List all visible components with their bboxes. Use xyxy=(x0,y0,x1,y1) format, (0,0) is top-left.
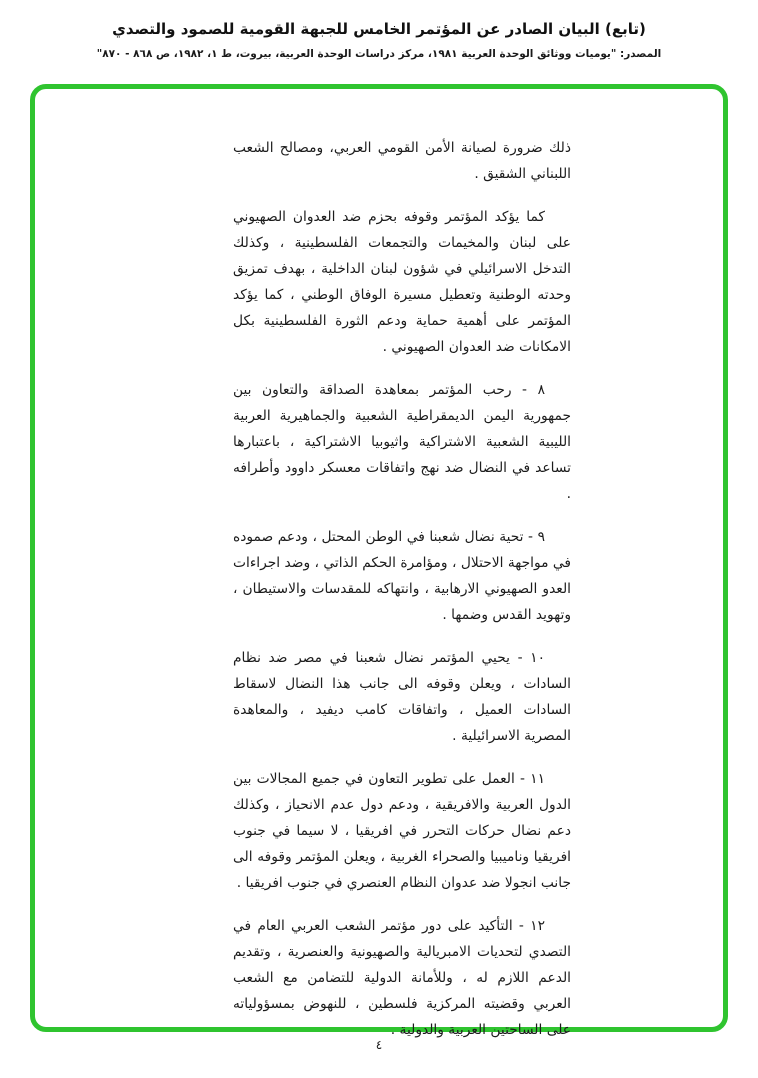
body-text xyxy=(233,135,571,1060)
paragraph: ١٢ - التأكيد على دور مؤتمر الشعب العربي العام في التصدي لتحديات الامبريالية والصهيونية والعنصرية ، وتقديم الدعم اللازم له ، وللأمانة الدولية للتضامن مع الشعب العربي وقضيته المركزية فلسطين ، للنهوض بمسؤولياته على الساحتين العربية والدولية . xyxy=(233,918,571,1038)
paragraph: ١٠ - يحيي المؤتمر نضال شعبنا في مصر ضد نظام السادات ، ويعلن وقوفه الى جانب هذا النضال لاسقاط السادات العميل ، واتفاقات كامب ديفيد ، والمعاهدة المصرية الاسرائيلية . xyxy=(233,650,571,744)
source-line: المصدر: "يوميات ووثائق الوحدة العربية ١٩٨١، مركز دراسات الوحدة العربية، بيروت، ط ١، ١٩٨٢، ص ٨٦٨ - ٨٧٠" xyxy=(96,48,662,60)
green-border-frame xyxy=(30,84,728,1038)
document-header xyxy=(0,20,758,60)
paragraph: ١١ - العمل على تطوير التعاون في جميع المجالات بين الدول العربية والافريقية ، ودعم دول عدم الانحياز ، وكذلك دعم نضال حركات التحرر في افريقيا ، لا سيما في جنوب افريقيا وناميبيا والصحراء الغربية ، ويعلن المؤتمر وقوفه الى جانب انجولا ضد عدوان النظام العنصري في جنوب افريقيا . xyxy=(233,771,571,891)
paragraph: ٩ - تحية نضال شعبنا في الوطن المحتل ، ودعم صموده في مواجهة الاحتلال ، ومؤامرة الحكم الذاتي ، وضد اجراءات العدو الصهيوني الارهابية ، وانتهاكه للمقدسات والاستيطان ، وتهويد القدس وضمها . xyxy=(233,529,571,623)
paragraph: ذلك ضرورة لصيانة الأمن القومي العربي، ومصالح الشعب اللبناني الشقيق . xyxy=(233,140,571,182)
paragraph: كما يؤكد المؤتمر وقوفه بحزم ضد العدوان الصهيوني على لبنان والمخيمات والتجمعات الفلسطينية ، وكذلك التدخل الاسرائيلي في شؤون لبنان الداخلية ، بهدف تمزيق وحدته الوطنية وتعطيل مسيرة الوفاق الوطني ، كما يؤكد المؤتمر على أهمية حماية ودعم الثورة الفلسطينية بكل الامكانات ضد العدوان الصهيوني . xyxy=(233,209,571,355)
document-title: (تابع) البيان الصادر عن المؤتمر الخامس للجبهة القومية للصمود والتصدي xyxy=(112,20,646,38)
paragraph: ٨ - رحب المؤتمر بمعاهدة الصداقة والتعاون بين جمهورية اليمن الديمقراطية الشعبية والجماهيرية العربية الليبية الشعبية الاشتراكية واثيوبيا الاشتراكية ، باعتبارها تساعد في النضال ضد نهج واتفاقات معسكر داوود وأطرافه . xyxy=(233,382,571,502)
page-number: ٤ xyxy=(375,1038,383,1052)
